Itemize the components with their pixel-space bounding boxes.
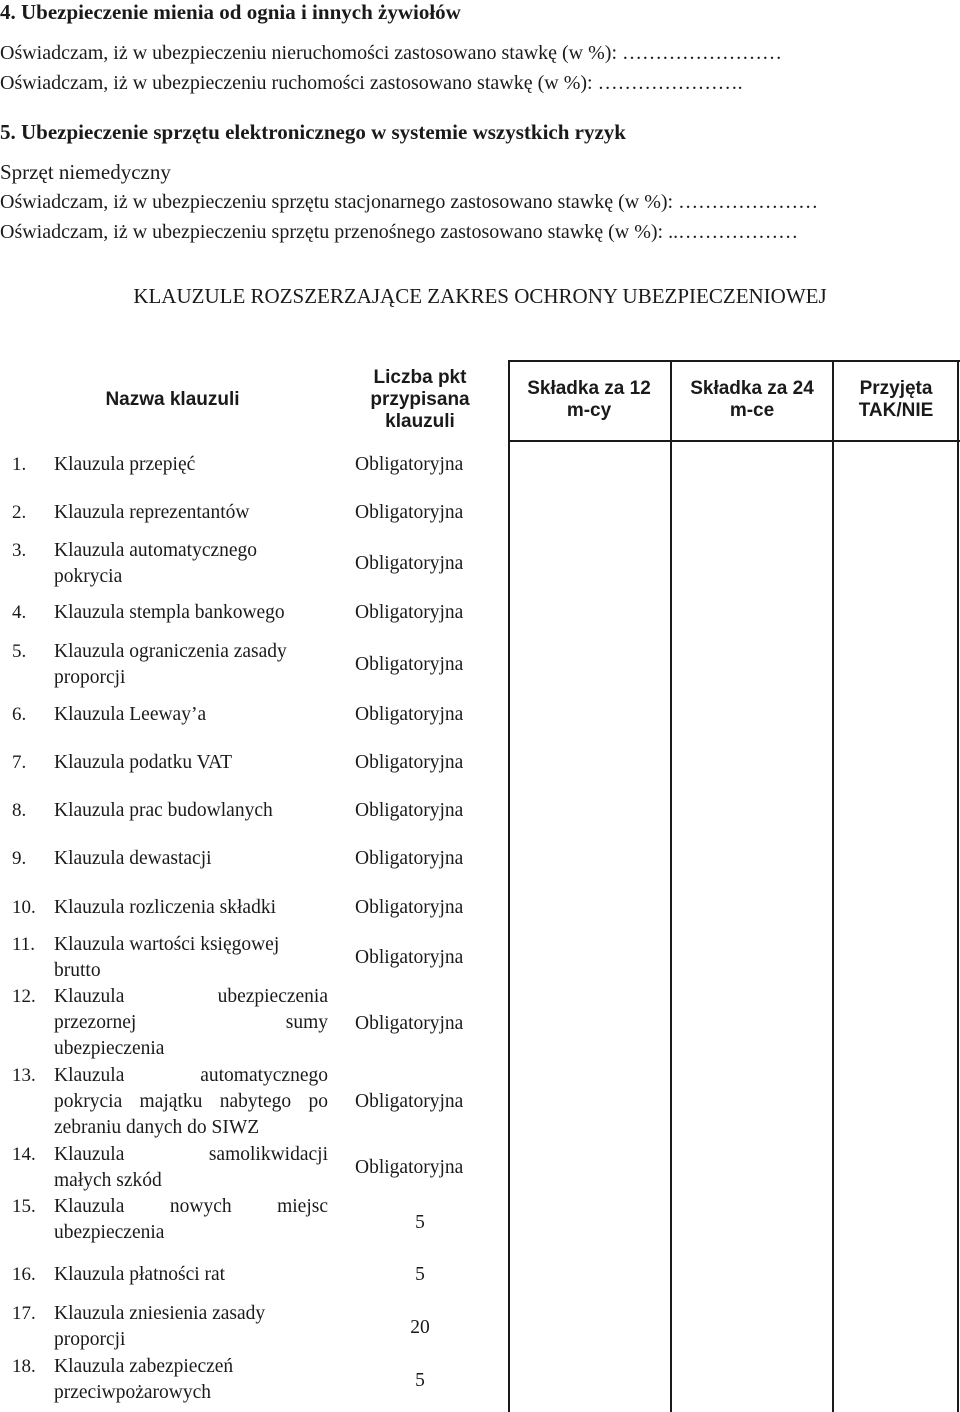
clause-points: Obligatoryjna (355, 947, 464, 968)
clause-name-line: Klauzula dewastacji (54, 848, 212, 869)
clause-name-line: Klauzula przepięć (54, 454, 196, 475)
clause-number: 13. (12, 1065, 36, 1086)
clause-number: 17. (12, 1303, 36, 1324)
clause-name-line: Klauzula zabezpieczeń (54, 1356, 234, 1377)
clause-points: Obligatoryjna (355, 848, 464, 869)
col-border-1 (508, 360, 510, 1412)
clause-number: 7. (12, 752, 27, 773)
section-5-line-1 (0, 190, 818, 214)
clause-number: 9. (12, 848, 27, 869)
section-4-line-1-label: Oświadczam, iż w ubezpieczeniu nieruchomości zastosowano stawkę (w %): (0, 42, 618, 64)
clause-name-line: ubezpieczenia (54, 1222, 165, 1243)
clause-name (54, 452, 328, 478)
clause-name-line: Klauzula nowych miejsc (54, 1196, 328, 1217)
header-clause-name-text: Nazwa klauzuli (105, 389, 240, 410)
clause-number: 18. (12, 1356, 36, 1377)
clause-points: Obligatoryjna (355, 502, 464, 523)
clause-points: Obligatoryjna (355, 897, 464, 918)
clause-name-line: Klauzula zniesienia zasady (54, 1303, 266, 1324)
clause-number: 2. (12, 502, 27, 523)
clause-name-line: Klauzula automatycznego (54, 540, 258, 561)
clause-name-line: Klauzula ograniczenia zasady (54, 641, 287, 662)
header-clause-name (0, 360, 345, 440)
clause-points: Obligatoryjna (355, 1013, 464, 1034)
header-premium-24 (672, 360, 832, 440)
header-accepted-line-1: Przyjęta (859, 378, 933, 399)
clause-points: Obligatoryjna (355, 454, 464, 475)
header-bottom-border (508, 440, 960, 442)
clause-name-line: Klauzula reprezentantów (54, 502, 250, 523)
header-premium-12-line-2: m-cy (566, 400, 612, 421)
header-points-line-2: przypisana (370, 389, 470, 410)
clause-number: 5. (12, 641, 27, 662)
clause-points: Obligatoryjna (355, 704, 464, 725)
section-4-line-2-dots[interactable]: …………………. (597, 72, 743, 94)
header-premium-24-line-2: m-ce (729, 400, 775, 421)
clause-name (54, 846, 328, 872)
col-border-2 (670, 360, 672, 1412)
clause-name-line: Klauzula podatku VAT (54, 752, 233, 773)
clause-name-line: Klauzula prac budowlanych (54, 800, 273, 821)
clause-points: Obligatoryjna (355, 800, 464, 821)
clause-name-line: Klauzula automatycznego (54, 1065, 328, 1086)
clause-name (54, 639, 328, 691)
clause-name-line: proporcji (54, 667, 126, 688)
header-points-line-1: Liczba pkt (373, 367, 467, 388)
clause-number: 10. (12, 897, 36, 918)
header-accepted-line-2: TAK/NIE (858, 400, 934, 421)
clause-points: Obligatoryjna (355, 553, 464, 574)
clause-name-line: Klauzula rozliczenia składki (54, 897, 276, 918)
clause-number: 11. (12, 934, 36, 955)
clause-name-line: przezornej sumy (54, 1012, 328, 1033)
clause-name-line: brutto (54, 960, 101, 981)
table-top-border (508, 360, 960, 362)
section-4-line-1 (0, 41, 782, 65)
clause-name-line: pokrycia (54, 566, 123, 587)
clause-name (54, 895, 328, 921)
header-points (345, 360, 495, 440)
clause-name (54, 1262, 328, 1288)
section-5-line-1-dots[interactable]: ………………… (678, 191, 819, 213)
clause-points: Obligatoryjna (355, 654, 464, 675)
col-border-3 (832, 360, 834, 1412)
clauses-table (0, 360, 960, 1412)
clause-name-line: Klauzula samolikwidacji (54, 1144, 328, 1165)
clause-name (54, 1194, 328, 1246)
section-5-line-1-label: Oświadczam, iż w ubezpieczeniu sprzętu stacjonarnego zastosowano stawkę (w %): (0, 191, 674, 213)
clause-name (54, 538, 328, 590)
clause-name (54, 600, 328, 626)
section-4-line-1-dots[interactable]: …………………… (622, 42, 783, 64)
clause-name (54, 750, 328, 776)
header-points-line-3: klauzuli (385, 411, 455, 432)
clause-number: 8. (12, 800, 27, 821)
clause-number: 4. (12, 602, 27, 623)
clause-name-line: zebraniu danych do SIWZ (54, 1117, 260, 1138)
clause-points: 5 (415, 1264, 425, 1285)
col-border-4 (957, 360, 959, 1412)
clause-name-line: Klauzula ubezpieczenia (54, 986, 328, 1007)
clause-name (54, 500, 328, 526)
clauses-title: KLAUZULE ROZSZERZAJĄCE ZAKRES OCHRONY UBEZPIECZENIOWEJ (133, 284, 827, 308)
section-4-title: 4. Ubezpieczenie mienia od ognia i innych żywiołów (0, 0, 461, 24)
clause-number: 3. (12, 540, 27, 561)
clause-name-line: Klauzula płatności rat (54, 1264, 226, 1285)
clause-name-line: przeciwpożarowych (54, 1382, 211, 1403)
clause-number: 15. (12, 1196, 36, 1217)
section-5-title: 5. Ubezpieczenie sprzętu elektronicznego w systemie wszystkich ryzyk (0, 120, 626, 144)
section-5-line-2 (0, 220, 798, 244)
clause-points: 5 (415, 1370, 425, 1391)
clause-name (54, 702, 328, 728)
header-premium-12-line-1: Składka za 12 (527, 378, 651, 399)
section-5-subtitle: Sprzęt niemedyczny (0, 160, 171, 184)
clause-number: 12. (12, 986, 36, 1007)
clause-points: Obligatoryjna (355, 752, 464, 773)
clause-name-line: Klauzula Leeway’a (54, 704, 207, 725)
clause-points: 20 (410, 1317, 430, 1338)
clause-name-line: małych szkód (54, 1170, 162, 1191)
clause-name (54, 798, 328, 824)
clause-points: Obligatoryjna (355, 1091, 464, 1112)
clause-name-line: ubezpieczenia (54, 1038, 165, 1059)
clause-name-line: pokrycia majątku nabytego po (54, 1091, 328, 1112)
clause-name (54, 984, 328, 1062)
clause-name-line: proporcji (54, 1329, 126, 1350)
clause-points: 5 (415, 1212, 425, 1233)
header-premium-24-line-1: Składka za 24 (690, 378, 814, 399)
clause-number: 16. (12, 1264, 36, 1285)
section-5-line-2-label: Oświadczam, iż w ubezpieczeniu sprzętu przenośnego zastosowano stawkę (w %): (0, 221, 664, 243)
section-4-line-2 (0, 71, 743, 95)
clause-name (54, 1142, 328, 1194)
clause-name (54, 1063, 328, 1141)
clause-name (54, 1354, 328, 1406)
clause-name-line: Klauzula wartości księgowej (54, 934, 280, 955)
clause-points: Obligatoryjna (355, 602, 464, 623)
clause-points: Obligatoryjna (355, 1157, 464, 1178)
section-4-line-2-label: Oświadczam, iż w ubezpieczeniu ruchomości zastosowano stawkę (w %): (0, 72, 593, 94)
clause-name-line: Klauzula stempla bankowego (54, 602, 285, 623)
clause-number: 6. (12, 704, 27, 725)
clause-number: 1. (12, 454, 27, 475)
clause-number: 14. (12, 1144, 36, 1165)
clause-name (54, 1301, 328, 1353)
clause-name (54, 932, 328, 984)
section-5-line-2-dots[interactable]: ..……………… (668, 221, 799, 243)
header-premium-12 (510, 360, 668, 440)
header-accepted (834, 360, 958, 440)
